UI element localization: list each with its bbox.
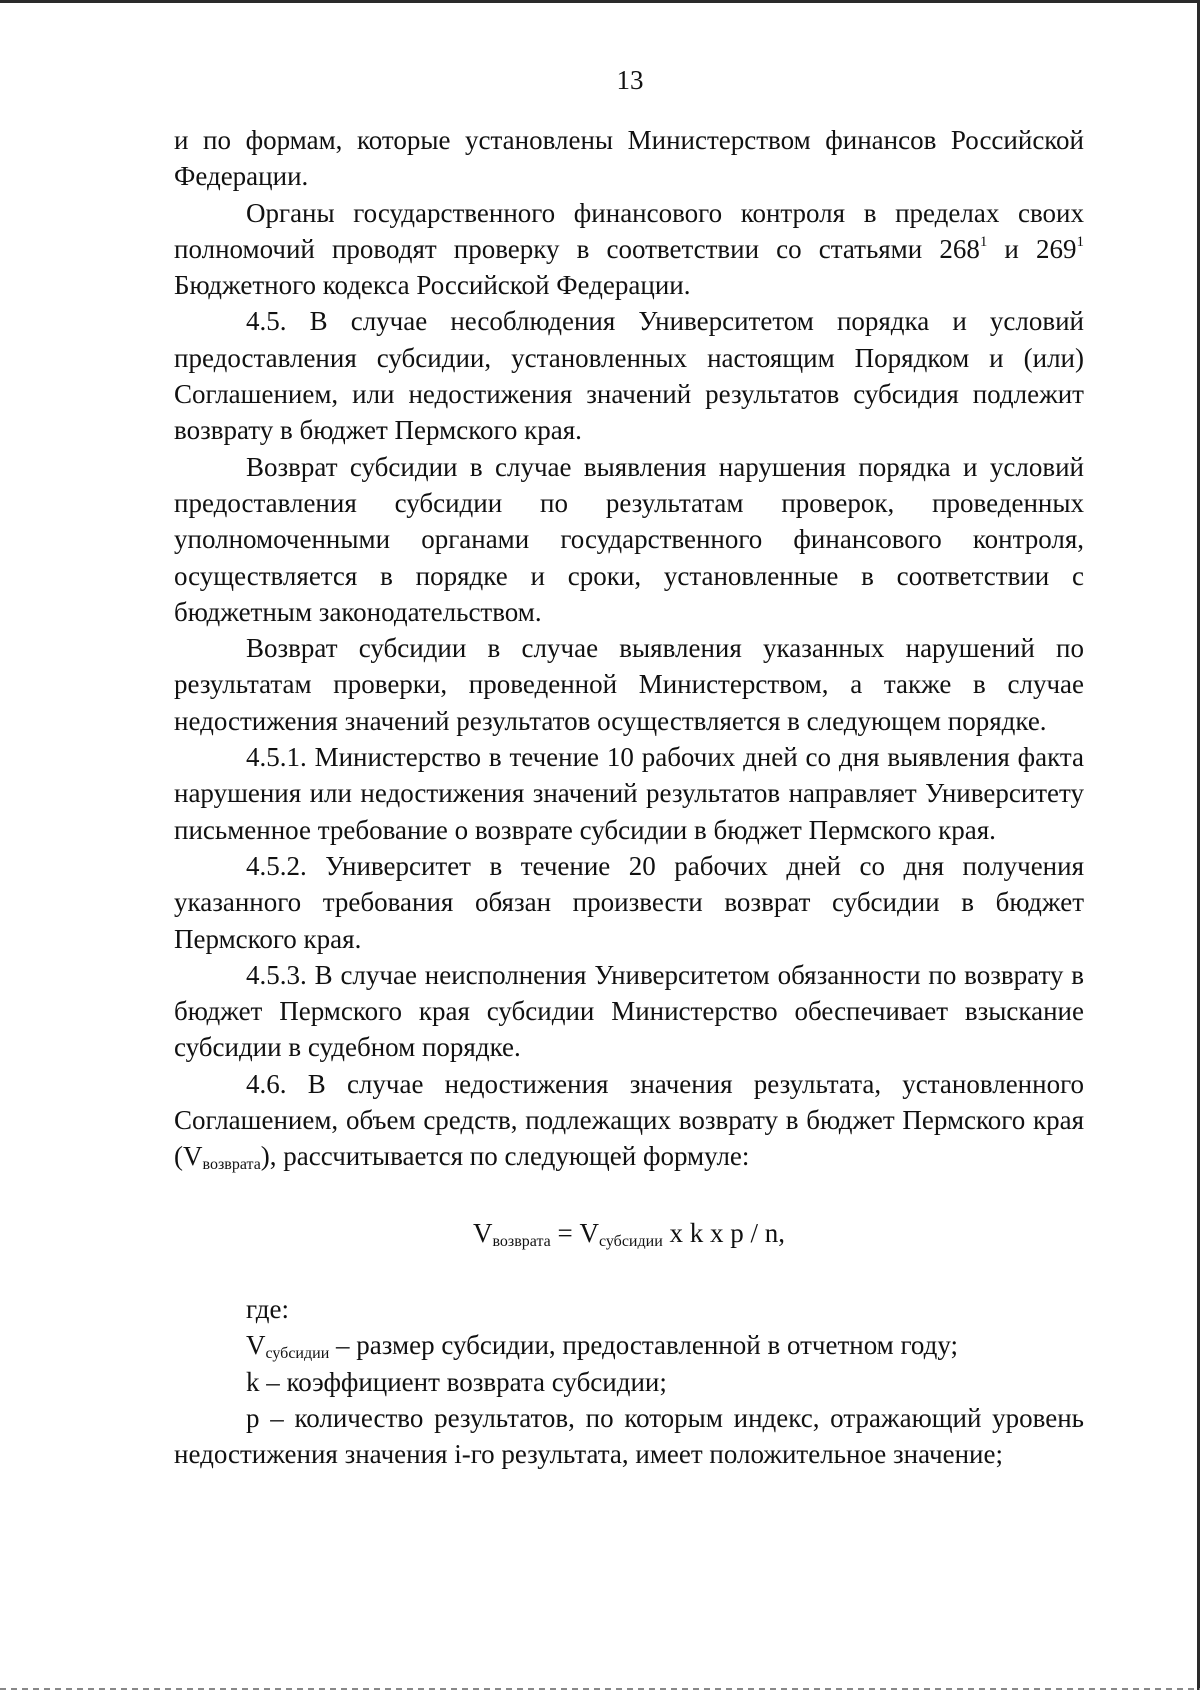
definition-k: k – коэффициент возврата субсидии; xyxy=(246,1366,667,1397)
superscript: 1 xyxy=(1076,233,1084,250)
text-segment: ), рассчитывается по следующей формуле: xyxy=(260,1141,750,1172)
formula-rest: x k x p / n, xyxy=(662,1217,786,1248)
paragraph-return-control: Возврат субсидии в случае выявления нарушения порядка и условий предоставления субсидии по результатам проверок, проведенных уполномоченными органами государственного финансового контроля, осуществляется в порядке и сроки, установленные в соответствии с бюджетным законодательством. xyxy=(174,451,1084,627)
definitions-where: где: xyxy=(246,1293,289,1324)
paragraph-4-6 xyxy=(174,1066,1084,1175)
superscript: 1 xyxy=(979,233,988,250)
subscript: возврата xyxy=(492,1232,551,1250)
text-segment: Органы государственного финансового контроля в пределах своих полномочий проводят проверку в соответствии со статьями 268 xyxy=(174,197,1084,264)
paragraph-4-5-1: 4.5.1. Министерство в течение 10 рабочих дней со дня выявления факта нарушения или недостижения значений результатов направляет Университету письменное требование о возврате субсидии в бюджет Пермского края. xyxy=(174,742,1084,845)
page-number: 13 xyxy=(616,65,644,95)
subscript: субсидии xyxy=(599,1232,663,1250)
paragraph-continuation: и по формам, которые установлены Министерством финансов Российской Федерации. xyxy=(174,125,1084,192)
text-segment: Бюджетного кодекса Российской Федерации. xyxy=(174,270,691,301)
definition-v-subsidy xyxy=(174,1327,1084,1363)
paragraph-financial-control xyxy=(174,195,1084,304)
formula-v-return: V xyxy=(472,1217,493,1248)
scan-edge-top xyxy=(0,0,1200,3)
document-body xyxy=(174,122,1084,1472)
formula-equals: = V xyxy=(550,1217,599,1248)
text-segment: 4.6. В случае недостижения значения результата, установленного Соглашением, объем средств, подлежащих возврату в бюджет Пермского края (V xyxy=(174,1068,1084,1172)
paragraph-return-ministry: Возврат субсидии в случае выявления указанных нарушений по результатам проверки, проведенной Министерством, а также в случае недостижения значений результатов осуществляется в следующем порядке. xyxy=(174,633,1084,736)
text-segment: и 269 xyxy=(987,233,1077,264)
subscript: субсидии xyxy=(265,1345,330,1363)
text-segment: V xyxy=(246,1330,266,1361)
paragraph-4-5: 4.5. В случае несоблюдения Университетом порядка и условий предоставления субсидии, установленных настоящим Порядком и (или) Соглашением, или недостижения значений результатов субсидия подлежит возврату в бюджет Пермского края. xyxy=(174,306,1084,446)
paragraph-4-5-3: 4.5.3. В случае неисполнения Университетом обязанности по возврату в бюджет Пермского края субсидии Министерство обеспечивает взыскание субсидии в судебном порядке. xyxy=(174,959,1084,1063)
formula xyxy=(174,1215,1084,1251)
paragraph-4-5-2: 4.5.2. Университет в течение 20 рабочих дней со дня получения указанного требования обязан произвести возврат субсидии в бюджет Пермского края. xyxy=(174,850,1084,954)
text-segment: – размер субсидии, предоставленной в отчетном году; xyxy=(329,1330,959,1361)
definition-p: p – количество результатов, по которым индекс, отражающий уровень недостижения значения i-го результата, имеет положительное значение; xyxy=(174,1402,1084,1470)
subscript: возврата xyxy=(202,1156,261,1174)
